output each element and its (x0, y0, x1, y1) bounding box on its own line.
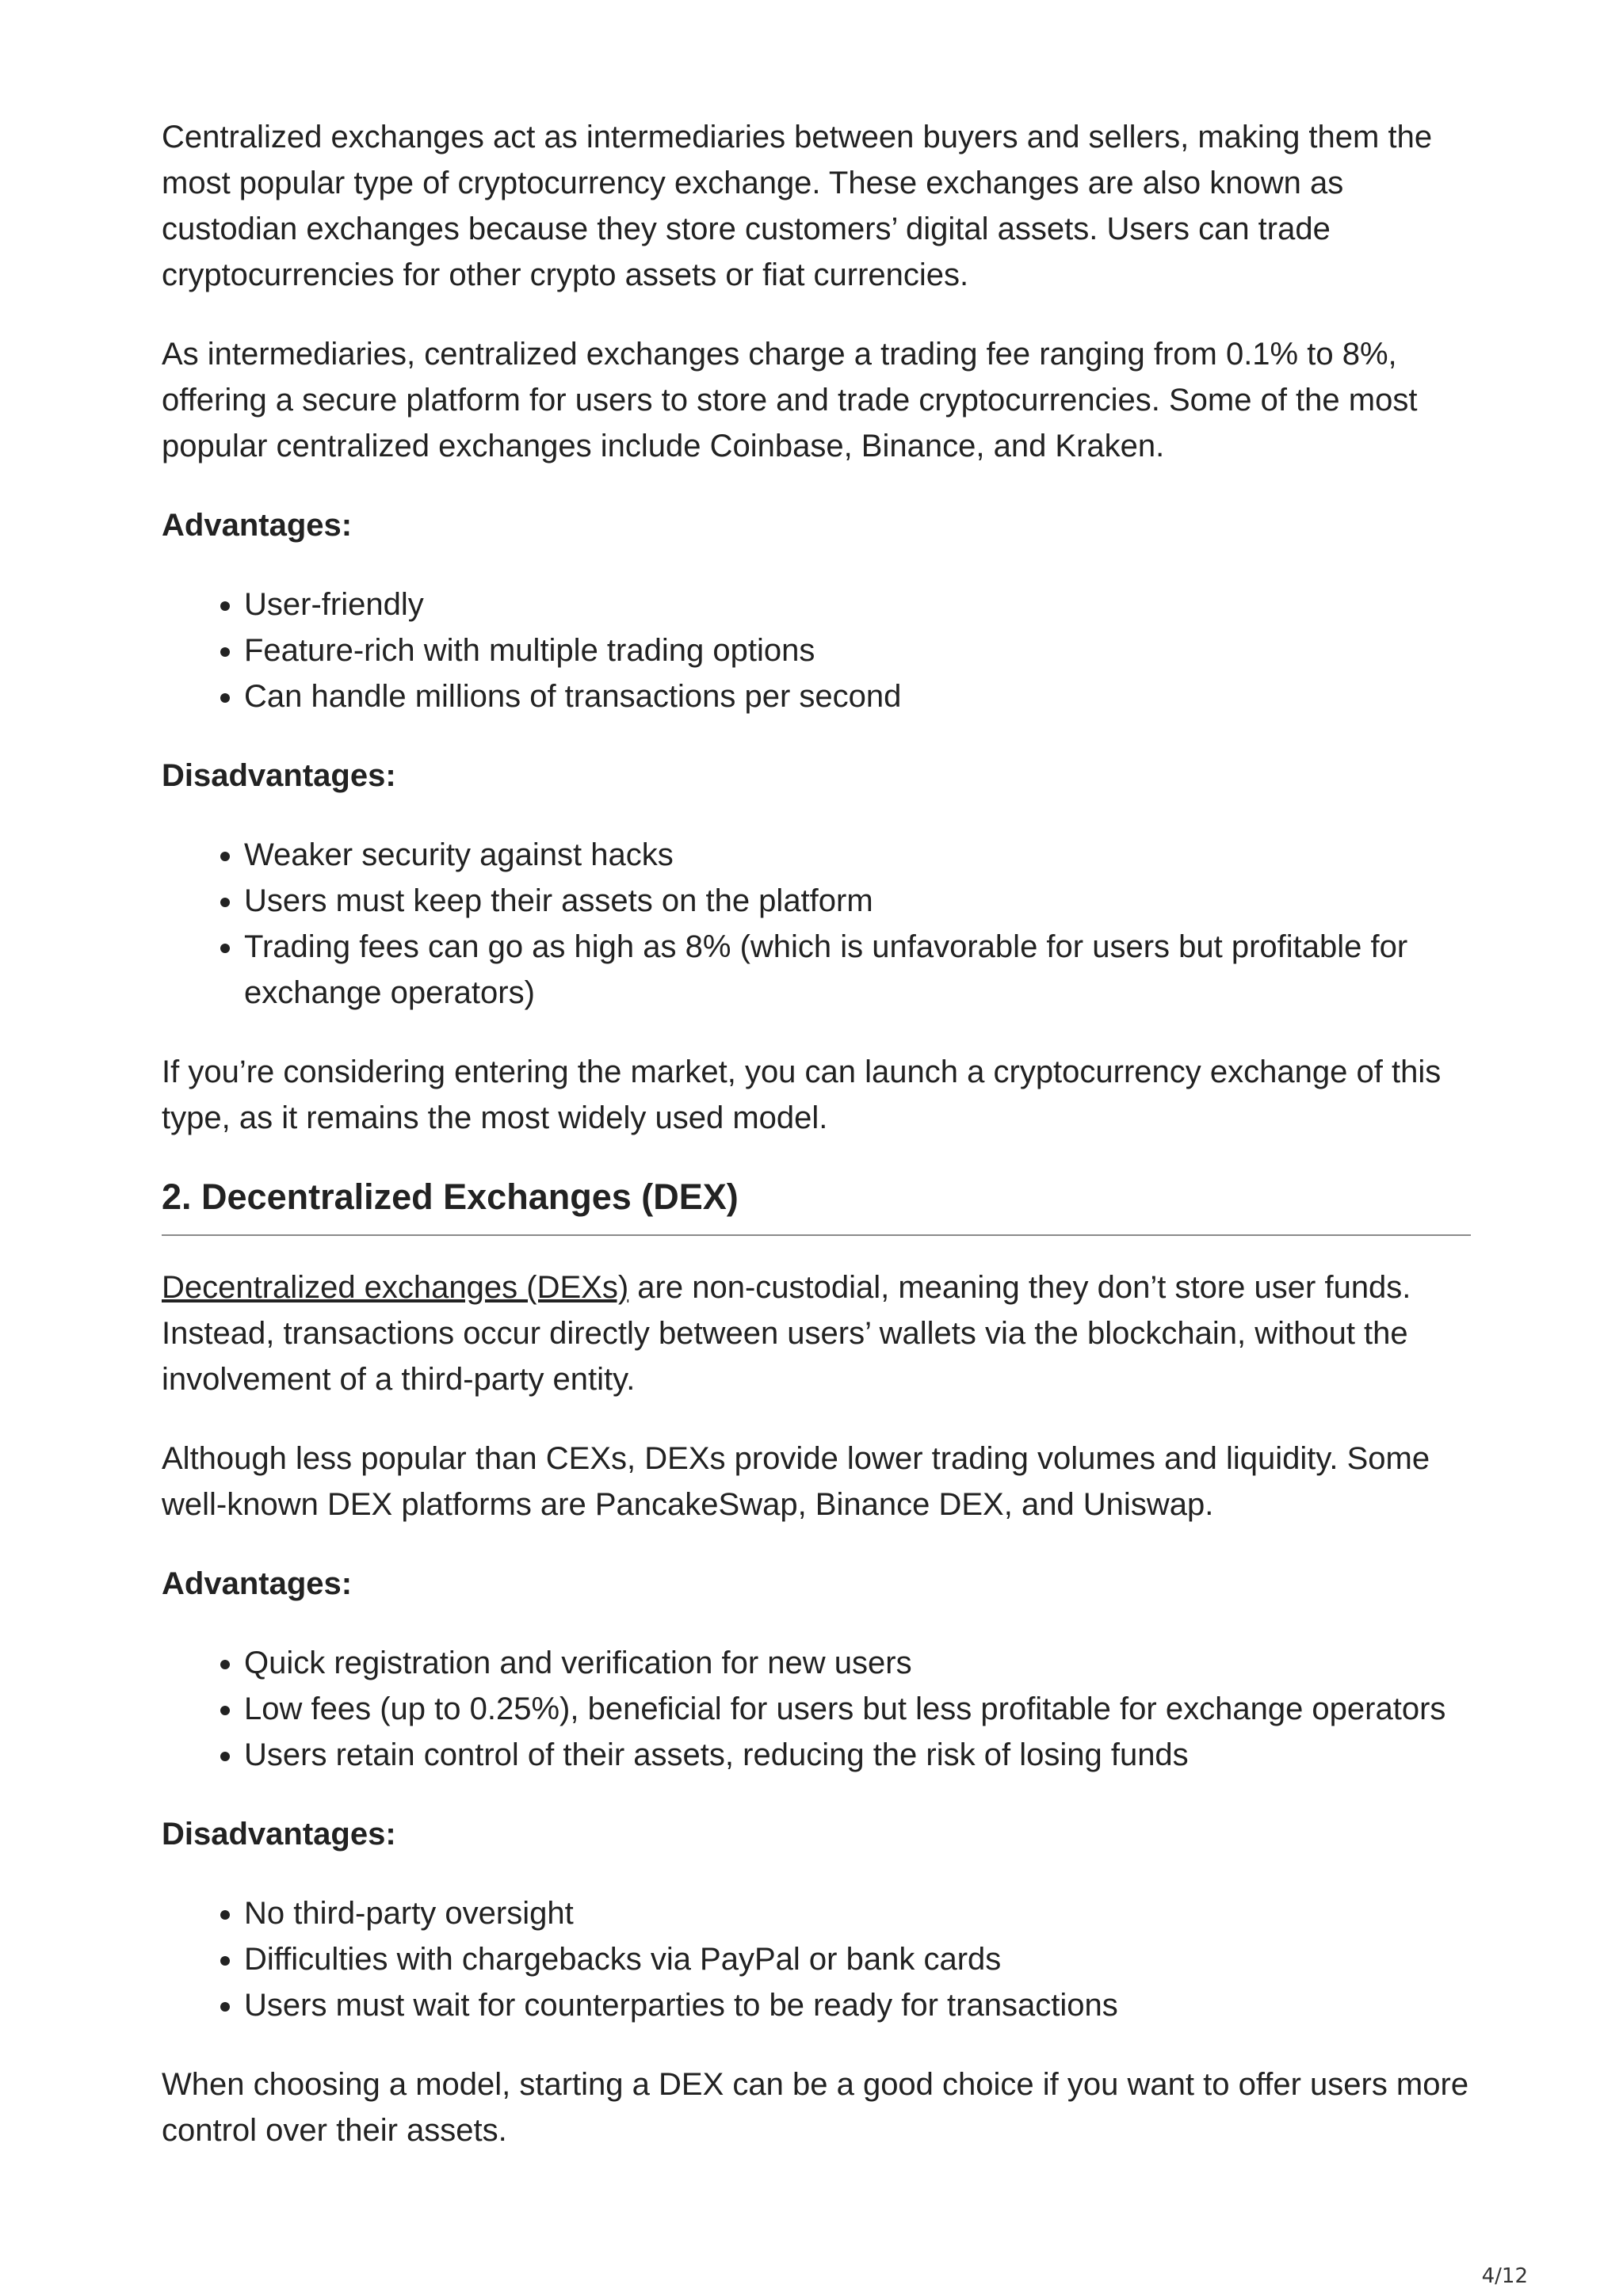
dex-advantages-list (162, 1640, 1471, 1778)
list-item: • Quick registration and verification for new users (244, 1640, 1471, 1686)
list-item: • Users must keep their assets on the platform (244, 878, 1471, 924)
cex-advantages-list (162, 582, 1471, 719)
cex-fees-paragraph: As intermediaries, centralized exchanges charge a trading fee ranging from 0.1% to 8%, offering a secure platform for users to store and trade cryptocurrencies. Some of the most popular centralized exchanges include Coinbase, Binance, and Kraken. (162, 337, 1418, 463)
list-item: • Feature-rich with multiple trading options (244, 627, 1471, 673)
dex-link[interactable]: Decentralized exchanges (DEXs) (162, 1270, 629, 1305)
dex-closing-paragraph: When choosing a model, starting a DEX can be a good choice if you want to offer users more control over their assets. (162, 2067, 1469, 2148)
list-item: • Users retain control of their assets, reducing the risk of losing funds (244, 1732, 1471, 1778)
dex-disadvantages-list (162, 1890, 1471, 2028)
list-item: • User-friendly (244, 582, 1471, 627)
cex-closing-paragraph: If you’re considering entering the market, you can launch a cryptocurrency exchange of this type, as it remains the most widely used model. (162, 1055, 1442, 1135)
dex-advantages-label: Advantages: (162, 1566, 353, 1601)
section-heading-dex: 2. Decentralized Exchanges (DEX) (162, 1174, 1471, 1236)
dex-intro-paragraph (162, 1264, 1471, 1402)
page-number: 4/12 (1481, 2264, 1528, 2288)
list-item: • Can handle millions of transactions per second (244, 673, 1471, 719)
dex-popularity-paragraph: Although less popular than CEXs, DEXs provide lower trading volumes and liquidity. Some well-known DEX platforms are PancakeSwap, Binance DEX, and Uniswap. (162, 1441, 1430, 1522)
dex-disadvantages-label: Disadvantages: (162, 1817, 396, 1852)
list-item: • Users must wait for counterparties to be ready for transactions (244, 1982, 1471, 2028)
list-item: • Low fees (up to 0.25%), beneficial for users but less profitable for exchange operators (244, 1686, 1471, 1732)
list-item: • No third-party oversight (244, 1890, 1471, 1936)
cex-disadvantages-list (162, 832, 1471, 1016)
cex-disadvantages-label: Disadvantages: (162, 758, 396, 793)
list-item: • Weaker security against hacks (244, 832, 1471, 878)
list-item: • Trading fees can go as high as 8% (which is unfavorable for users but profitable for exchange operators) (244, 924, 1471, 1016)
article-body (162, 114, 1471, 2187)
dex-intro-text: are non-custodial, meaning they don’t store user funds. Instead, transactions occur directly between users’ wallets via the blockchain, without the involvement of a third-party entity. (162, 1270, 1411, 1397)
list-item: • Difficulties with chargebacks via PayPal or bank cards (244, 1936, 1471, 1982)
cex-intro-paragraph: Centralized exchanges act as intermediaries between buyers and sellers, making them the most popular type of cryptocurrency exchange. These exchanges are also known as custodian exchanges because they store customers’ digital assets. Users can trade cryptocurrencies for other crypto assets or fiat currencies. (162, 120, 1433, 292)
cex-advantages-label: Advantages: (162, 508, 353, 543)
